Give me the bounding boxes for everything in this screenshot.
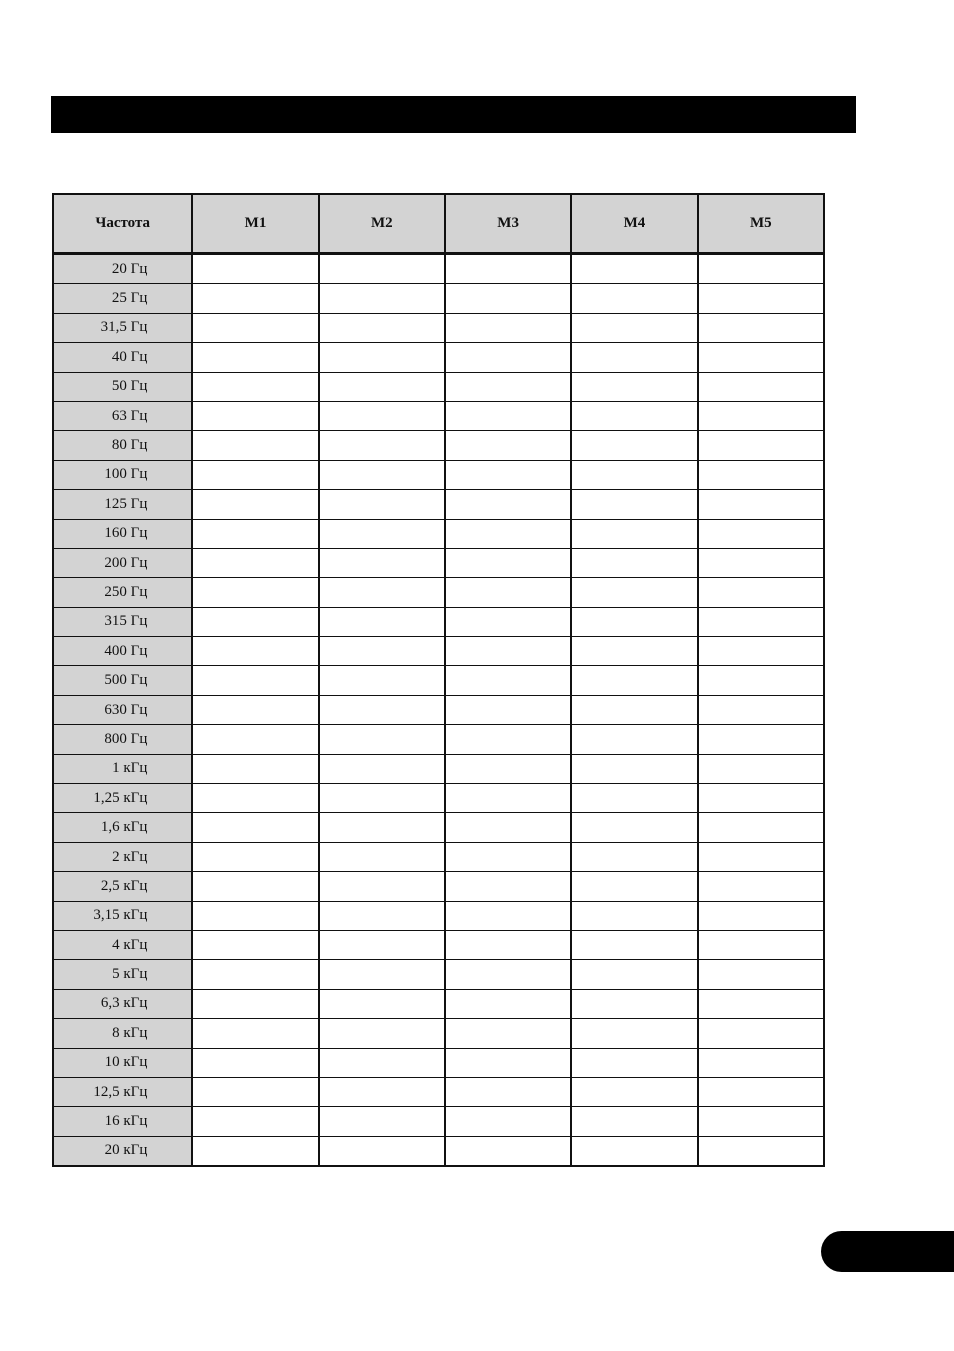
value-cell-m2 bbox=[319, 1048, 445, 1077]
table-row bbox=[53, 725, 824, 754]
value-cell-m3 bbox=[445, 372, 571, 401]
value-cell-m3 bbox=[445, 695, 571, 724]
value-cell-m4 bbox=[571, 784, 697, 813]
table-row bbox=[53, 607, 824, 636]
value-cell-m1 bbox=[192, 1136, 318, 1166]
value-cell-m1 bbox=[192, 725, 318, 754]
value-cell-m4 bbox=[571, 578, 697, 607]
value-cell-m1 bbox=[192, 813, 318, 842]
table-row bbox=[53, 401, 824, 430]
value-cell-m4 bbox=[571, 519, 697, 548]
value-cell-m3 bbox=[445, 813, 571, 842]
frequency-label: 315 Гц bbox=[53, 607, 192, 636]
frequency-label: 12,5 кГц bbox=[53, 1077, 192, 1106]
value-cell-m4 bbox=[571, 490, 697, 519]
frequency-label: 20 Гц bbox=[53, 254, 192, 284]
table-row bbox=[53, 1136, 824, 1166]
table-row bbox=[53, 578, 824, 607]
value-cell-m3 bbox=[445, 1048, 571, 1077]
page-number-tab bbox=[821, 1231, 954, 1272]
value-cell-m2 bbox=[319, 578, 445, 607]
value-cell-m5 bbox=[698, 1107, 824, 1136]
value-cell-m3 bbox=[445, 460, 571, 489]
value-cell-m5 bbox=[698, 372, 824, 401]
value-cell-m1 bbox=[192, 401, 318, 430]
value-cell-m3 bbox=[445, 401, 571, 430]
value-cell-m5 bbox=[698, 842, 824, 871]
value-cell-m1 bbox=[192, 842, 318, 871]
table-row bbox=[53, 1107, 824, 1136]
value-cell-m4 bbox=[571, 637, 697, 666]
value-cell-m3 bbox=[445, 960, 571, 989]
value-cell-m3 bbox=[445, 930, 571, 959]
value-cell-m2 bbox=[319, 343, 445, 372]
section-title-bar bbox=[51, 96, 856, 133]
value-cell-m4 bbox=[571, 548, 697, 577]
value-cell-m3 bbox=[445, 431, 571, 460]
value-cell-m4 bbox=[571, 343, 697, 372]
value-cell-m5 bbox=[698, 431, 824, 460]
value-cell-m3 bbox=[445, 254, 571, 284]
table-row bbox=[53, 1077, 824, 1106]
value-cell-m2 bbox=[319, 725, 445, 754]
value-cell-m4 bbox=[571, 901, 697, 930]
value-cell-m1 bbox=[192, 960, 318, 989]
value-cell-m4 bbox=[571, 607, 697, 636]
value-cell-m1 bbox=[192, 1107, 318, 1136]
table-row bbox=[53, 842, 824, 871]
value-cell-m2 bbox=[319, 1077, 445, 1106]
value-cell-m4 bbox=[571, 872, 697, 901]
value-cell-m3 bbox=[445, 284, 571, 313]
table-row bbox=[53, 313, 824, 342]
value-cell-m4 bbox=[571, 1048, 697, 1077]
value-cell-m1 bbox=[192, 460, 318, 489]
value-cell-m1 bbox=[192, 490, 318, 519]
value-cell-m3 bbox=[445, 842, 571, 871]
value-cell-m1 bbox=[192, 872, 318, 901]
value-cell-m5 bbox=[698, 695, 824, 724]
value-cell-m3 bbox=[445, 754, 571, 783]
value-cell-m5 bbox=[698, 784, 824, 813]
frequency-label: 16 кГц bbox=[53, 1107, 192, 1136]
header-m5: M5 bbox=[698, 194, 824, 254]
frequency-memory-table bbox=[52, 193, 825, 1167]
table-row bbox=[53, 1019, 824, 1048]
value-cell-m3 bbox=[445, 989, 571, 1018]
frequency-label: 800 Гц bbox=[53, 725, 192, 754]
value-cell-m1 bbox=[192, 343, 318, 372]
value-cell-m5 bbox=[698, 989, 824, 1018]
value-cell-m3 bbox=[445, 725, 571, 754]
value-cell-m4 bbox=[571, 284, 697, 313]
value-cell-m4 bbox=[571, 960, 697, 989]
value-cell-m5 bbox=[698, 1019, 824, 1048]
value-cell-m5 bbox=[698, 343, 824, 372]
value-cell-m5 bbox=[698, 1136, 824, 1166]
value-cell-m5 bbox=[698, 401, 824, 430]
value-cell-m4 bbox=[571, 313, 697, 342]
frequency-label: 25 Гц bbox=[53, 284, 192, 313]
value-cell-m2 bbox=[319, 313, 445, 342]
value-cell-m2 bbox=[319, 842, 445, 871]
value-cell-m2 bbox=[319, 1019, 445, 1048]
value-cell-m1 bbox=[192, 254, 318, 284]
value-cell-m4 bbox=[571, 666, 697, 695]
value-cell-m5 bbox=[698, 490, 824, 519]
value-cell-m4 bbox=[571, 725, 697, 754]
table-row bbox=[53, 989, 824, 1018]
table-row bbox=[53, 784, 824, 813]
header-m3: M3 bbox=[445, 194, 571, 254]
value-cell-m3 bbox=[445, 1107, 571, 1136]
value-cell-m3 bbox=[445, 1136, 571, 1166]
value-cell-m2 bbox=[319, 548, 445, 577]
value-cell-m5 bbox=[698, 754, 824, 783]
value-cell-m1 bbox=[192, 695, 318, 724]
value-cell-m3 bbox=[445, 490, 571, 519]
value-cell-m1 bbox=[192, 519, 318, 548]
value-cell-m1 bbox=[192, 431, 318, 460]
table-row bbox=[53, 637, 824, 666]
value-cell-m4 bbox=[571, 1107, 697, 1136]
value-cell-m1 bbox=[192, 637, 318, 666]
table-header-row bbox=[53, 194, 824, 254]
value-cell-m3 bbox=[445, 872, 571, 901]
table-row bbox=[53, 372, 824, 401]
value-cell-m5 bbox=[698, 254, 824, 284]
header-m2: M2 bbox=[319, 194, 445, 254]
value-cell-m1 bbox=[192, 313, 318, 342]
value-cell-m3 bbox=[445, 607, 571, 636]
value-cell-m5 bbox=[698, 930, 824, 959]
frequency-label: 8 кГц bbox=[53, 1019, 192, 1048]
value-cell-m2 bbox=[319, 930, 445, 959]
table-row bbox=[53, 254, 824, 284]
value-cell-m1 bbox=[192, 784, 318, 813]
value-cell-m5 bbox=[698, 1048, 824, 1077]
table-row bbox=[53, 284, 824, 313]
frequency-label: 10 кГц bbox=[53, 1048, 192, 1077]
value-cell-m3 bbox=[445, 313, 571, 342]
value-cell-m1 bbox=[192, 372, 318, 401]
value-cell-m2 bbox=[319, 460, 445, 489]
frequency-label: 5 кГц bbox=[53, 960, 192, 989]
value-cell-m4 bbox=[571, 401, 697, 430]
value-cell-m3 bbox=[445, 901, 571, 930]
value-cell-m3 bbox=[445, 548, 571, 577]
value-cell-m5 bbox=[698, 666, 824, 695]
value-cell-m2 bbox=[319, 666, 445, 695]
value-cell-m5 bbox=[698, 813, 824, 842]
value-cell-m3 bbox=[445, 666, 571, 695]
frequency-label: 1 кГц bbox=[53, 754, 192, 783]
frequency-label: 40 Гц bbox=[53, 343, 192, 372]
table-row bbox=[53, 343, 824, 372]
frequency-label: 160 Гц bbox=[53, 519, 192, 548]
value-cell-m2 bbox=[319, 813, 445, 842]
value-cell-m2 bbox=[319, 637, 445, 666]
value-cell-m1 bbox=[192, 1048, 318, 1077]
table-row bbox=[53, 1048, 824, 1077]
frequency-label: 50 Гц bbox=[53, 372, 192, 401]
value-cell-m2 bbox=[319, 695, 445, 724]
frequency-label: 100 Гц bbox=[53, 460, 192, 489]
value-cell-m5 bbox=[698, 607, 824, 636]
table-row bbox=[53, 548, 824, 577]
value-cell-m3 bbox=[445, 784, 571, 813]
value-cell-m5 bbox=[698, 460, 824, 489]
table-row bbox=[53, 754, 824, 783]
value-cell-m1 bbox=[192, 901, 318, 930]
table-body bbox=[53, 254, 824, 1167]
table-row bbox=[53, 666, 824, 695]
value-cell-m2 bbox=[319, 754, 445, 783]
table-row bbox=[53, 960, 824, 989]
value-cell-m4 bbox=[571, 813, 697, 842]
value-cell-m5 bbox=[698, 313, 824, 342]
value-cell-m3 bbox=[445, 637, 571, 666]
value-cell-m3 bbox=[445, 343, 571, 372]
value-cell-m4 bbox=[571, 372, 697, 401]
frequency-label: 630 Гц bbox=[53, 695, 192, 724]
frequency-label: 250 Гц bbox=[53, 578, 192, 607]
value-cell-m2 bbox=[319, 490, 445, 519]
value-cell-m4 bbox=[571, 695, 697, 724]
value-cell-m4 bbox=[571, 460, 697, 489]
value-cell-m5 bbox=[698, 901, 824, 930]
frequency-label: 63 Гц bbox=[53, 401, 192, 430]
value-cell-m2 bbox=[319, 372, 445, 401]
frequency-label: 400 Гц bbox=[53, 637, 192, 666]
value-cell-m1 bbox=[192, 989, 318, 1018]
value-cell-m2 bbox=[319, 1107, 445, 1136]
frequency-label: 200 Гц bbox=[53, 548, 192, 577]
frequency-label: 4 кГц bbox=[53, 930, 192, 959]
value-cell-m5 bbox=[698, 960, 824, 989]
value-cell-m2 bbox=[319, 284, 445, 313]
value-cell-m2 bbox=[319, 519, 445, 548]
value-cell-m2 bbox=[319, 960, 445, 989]
value-cell-m1 bbox=[192, 666, 318, 695]
value-cell-m2 bbox=[319, 901, 445, 930]
value-cell-m1 bbox=[192, 607, 318, 636]
value-cell-m2 bbox=[319, 607, 445, 636]
value-cell-m3 bbox=[445, 519, 571, 548]
value-cell-m4 bbox=[571, 1019, 697, 1048]
value-cell-m2 bbox=[319, 1136, 445, 1166]
value-cell-m4 bbox=[571, 930, 697, 959]
value-cell-m2 bbox=[319, 431, 445, 460]
table-row bbox=[53, 460, 824, 489]
value-cell-m1 bbox=[192, 284, 318, 313]
header-m4: M4 bbox=[571, 194, 697, 254]
value-cell-m2 bbox=[319, 401, 445, 430]
value-cell-m3 bbox=[445, 578, 571, 607]
frequency-label: 3,15 кГц bbox=[53, 901, 192, 930]
value-cell-m1 bbox=[192, 578, 318, 607]
value-cell-m5 bbox=[698, 548, 824, 577]
value-cell-m1 bbox=[192, 1077, 318, 1106]
frequency-label: 2 кГц bbox=[53, 842, 192, 871]
frequency-label: 80 Гц bbox=[53, 431, 192, 460]
value-cell-m5 bbox=[698, 725, 824, 754]
table-row bbox=[53, 872, 824, 901]
table-row bbox=[53, 490, 824, 519]
frequency-label: 1,25 кГц bbox=[53, 784, 192, 813]
frequency-label: 1,6 кГц bbox=[53, 813, 192, 842]
value-cell-m4 bbox=[571, 989, 697, 1018]
value-cell-m5 bbox=[698, 872, 824, 901]
table-row bbox=[53, 930, 824, 959]
table-row bbox=[53, 813, 824, 842]
value-cell-m2 bbox=[319, 784, 445, 813]
value-cell-m5 bbox=[698, 578, 824, 607]
value-cell-m5 bbox=[698, 1077, 824, 1106]
value-cell-m5 bbox=[698, 284, 824, 313]
value-cell-m1 bbox=[192, 930, 318, 959]
value-cell-m4 bbox=[571, 1077, 697, 1106]
value-cell-m4 bbox=[571, 254, 697, 284]
frequency-label: 31,5 Гц bbox=[53, 313, 192, 342]
value-cell-m2 bbox=[319, 872, 445, 901]
frequency-label: 500 Гц bbox=[53, 666, 192, 695]
table-row bbox=[53, 901, 824, 930]
value-cell-m1 bbox=[192, 548, 318, 577]
frequency-label: 6,3 кГц bbox=[53, 989, 192, 1018]
value-cell-m1 bbox=[192, 754, 318, 783]
value-cell-m2 bbox=[319, 254, 445, 284]
value-cell-m3 bbox=[445, 1019, 571, 1048]
frequency-label: 2,5 кГц bbox=[53, 872, 192, 901]
value-cell-m5 bbox=[698, 637, 824, 666]
frequency-label: 20 кГц bbox=[53, 1136, 192, 1166]
value-cell-m3 bbox=[445, 1077, 571, 1106]
value-cell-m5 bbox=[698, 519, 824, 548]
header-m1: M1 bbox=[192, 194, 318, 254]
value-cell-m4 bbox=[571, 842, 697, 871]
value-cell-m4 bbox=[571, 1136, 697, 1166]
value-cell-m1 bbox=[192, 1019, 318, 1048]
value-cell-m2 bbox=[319, 989, 445, 1018]
frequency-label: 125 Гц bbox=[53, 490, 192, 519]
table-row bbox=[53, 431, 824, 460]
table-row bbox=[53, 695, 824, 724]
settings-table-container bbox=[52, 193, 825, 1167]
header-frequency: Частота bbox=[53, 194, 192, 254]
value-cell-m4 bbox=[571, 754, 697, 783]
value-cell-m4 bbox=[571, 431, 697, 460]
table-row bbox=[53, 519, 824, 548]
